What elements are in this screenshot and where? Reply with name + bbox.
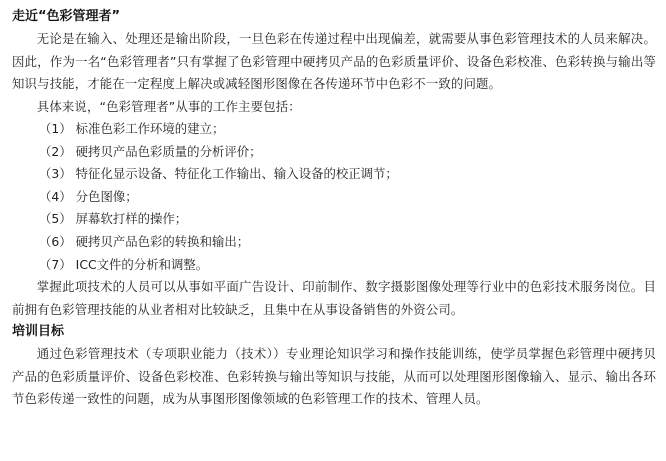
list-item (12, 118, 656, 141)
list-item-number: （6） (39, 233, 72, 249)
list-item-text: 特征化显示设备、特征化工作输出、输入设备的校正调节； (75, 166, 398, 182)
list-item-text: 硬拷贝产品色彩的转换和输出； (75, 233, 250, 249)
list-item (12, 186, 656, 209)
section-heading-training: 培训目标 (12, 324, 65, 340)
list-item-text: ICC文件的分析和调整。 (75, 256, 209, 272)
list-item (12, 163, 656, 186)
list-item (12, 208, 656, 231)
list-item (12, 141, 656, 164)
list-item-text: 屏幕软打样的操作； (75, 211, 188, 227)
intro-paragraph-3: 掌握此项技术的人员可以从事如平面广告设计、印前制作、数字摄影图像处理等行业中的色彩技术服务岗位。目前拥有色彩管理技能的从业者相对比较缺乏，且集中在从事设备销售的外资公司。 (12, 279, 656, 317)
list-item-number: （5） (39, 211, 72, 227)
list-item-number: （4） (39, 188, 72, 204)
section-heading-intro: 走近“色彩管理者” (12, 9, 121, 24)
list-item-number: （2） (39, 143, 72, 159)
list-item (12, 254, 656, 277)
training-paragraph: 通过色彩管理技术（专项职业能力（技术））专业理论知识学习和操作技能训练，使学员掌握色彩管理中硬拷贝产品的色彩质量评价、设备色彩校准、色彩转换与输出等知识与技能，从而可以处理图形图像输入、显示、输出各环节色彩传递一致性的问题，成为从事图形图像领域的色彩管理工作的技术、管理人员。 (12, 346, 656, 407)
list-item-number: （3） (39, 166, 72, 182)
duties-list (12, 118, 656, 276)
list-item (12, 231, 656, 254)
list-item-text: 硬拷贝产品色彩质量的分析评价； (75, 143, 262, 159)
list-item-text: 标准色彩工作环境的建立； (75, 121, 225, 136)
list-item-number: （7） (39, 256, 72, 272)
list-item-text: 分色图像； (75, 188, 138, 204)
intro-paragraph-1: 无论是在输入、处理还是输出阶段，一旦色彩在传递过程中出现偏差，就需要从事色彩管理技术的人员来解决。因此，作为一名“色彩管理者”只有掌握了色彩管理中硬拷贝产品的色彩质量评价、设备色彩校准、色彩转换与输出等知识与技能，才能在一定程度上解决或减轻图形图像在各传递环节中色彩不一致的问题。 (12, 31, 656, 91)
intro-paragraph-2: 具体来说，“色彩管理者”从事的工作主要包括： (36, 98, 301, 114)
list-item-number: （1） (39, 121, 72, 136)
